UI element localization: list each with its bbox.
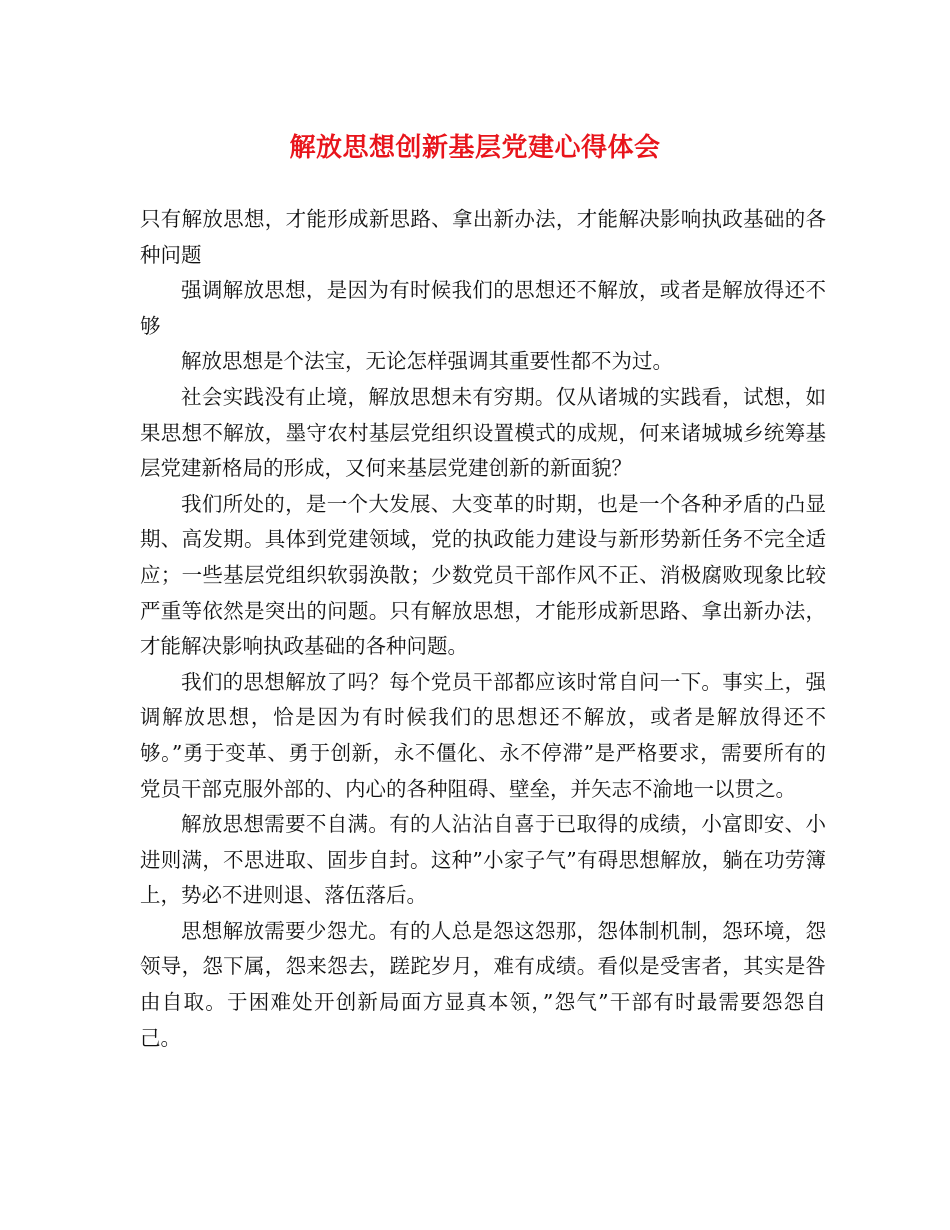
paragraph-4: 社会实践没有止境，解放思想未有穷期。仅从诸城的实践看，试想，如果思想不解放，墨守农村基层党组织设置模式的成规，何来诸城城乡统筹基层党建新格局的形成，又何来基层党建创新的新面貌？ [140,384,826,481]
paragraph-7: 解放思想需要不自满。有的人沾沾自喜于已取得的成绩，小富即安、小进则满，不思进取、固步自封。这种”小家子气”有碍思想解放，躺在功劳簿上，势必不进则退、落伍落后。 [140,812,826,908]
document-title: 解放思想创新基层党建心得体会 [289,133,661,163]
paragraph-8: 思想解放需要少怨尤。有的人总是怨这怨那，怨体制机制，怨环境，怨领导，怨下属，怨来怨去，蹉跎岁月，难有成绩。看似是受害者，其实是咎由自取。于困难处开创新局面方显真本领，”怨气”干部有时最需要怨怨自己。 [140,918,826,1050]
paragraph-6: 我们的思想解放了吗？每个党员干部都应该时常自问一下。事实上，强调解放思想，恰是因为有时候我们的思想还不解放，或者是解放得还不够。”勇于变革、勇于创新，永不僵化、永不停滞”是严格要求，需要所有的党员干部克服外部的、内心的各种阻碍、壁垒，并矢志不渝地一以贯之。 [140,669,826,801]
document-body [140,202,826,1056]
paragraph-1: 只有解放思想，才能形成新思路、拿出新办法，才能解决影响执政基础的各种问题 [140,207,826,267]
paragraph-3: 解放思想是个法宝，无论怎样强调其重要性都不为过。 [181,349,673,374]
paragraph-5: 我们所处的，是一个大发展、大变革的时期，也是一个各种矛盾的凸显期、高发期。具体到党建领域，党的执政能力建设与新形势新任务不完全适应；一些基层党组织软弱涣散；少数党员干部作风不正、消极腐败现象比较严重等依然是突出的问题。只有解放思想，才能形成新思路、拿出新办法，才能解决影响执政基础的各种问题。 [140,491,826,659]
paragraph-2: 强调解放思想，是因为有时候我们的思想还不解放，或者是解放得还不够 [140,278,826,338]
